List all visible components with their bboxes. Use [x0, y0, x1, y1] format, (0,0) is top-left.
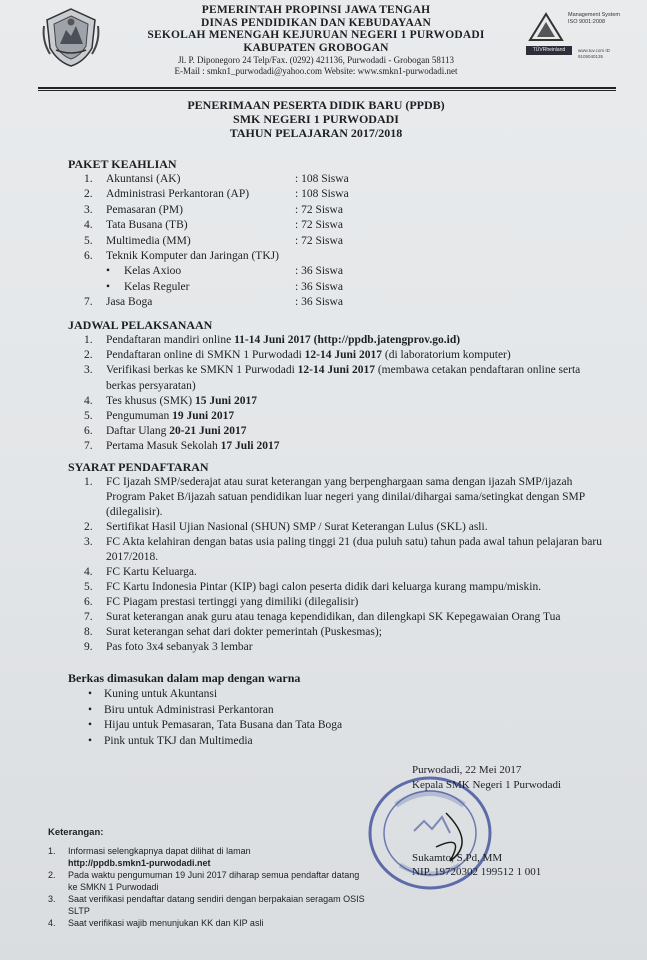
syarat-list — [68, 475, 613, 655]
list-item: 9. Pas foto 3x4 sebanyak 3 lembar — [84, 641, 253, 653]
berkas-heading: Berkas dimasukan dalam map dengan warna — [68, 671, 301, 685]
cert-badge: TÜVRheinland CERTIFIED — [526, 46, 572, 55]
notes-section — [48, 827, 368, 931]
list-item: 1. Pendaftaran mandiri online 11-14 Juni 2017 (http://ppdb.jatengprov.go.id) — [84, 334, 461, 346]
cert-system-text: Management System ISO 9001:2008 — [568, 12, 620, 25]
list-item: 3. Saat verifikasi pendaftar datang sendiri dengan berpakaian seragam OSIS SLTP — [48, 894, 365, 916]
list-item: • Hijau untuk Pemasaran, Tata Busana dan Tata Boga — [88, 719, 343, 731]
list-item: 1. Akuntansi (AK) : 108 Siswa — [84, 173, 349, 185]
signature-role: Kepala SMK Negeri 1 Purwodadi — [412, 779, 562, 791]
list-item: 7. Pertama Masuk Sekolah 17 Juli 2017 — [84, 440, 280, 453]
list-item: • Pink untuk TKJ dan Multimedia — [88, 734, 253, 747]
letterhead-line-3: SEKOLAH MENENGAH KEJURUAN NEGERI 1 PURWODADI — [147, 29, 485, 41]
title-line-1: PENERIMAAN PESERTA DIDIK BARU (PPDB) — [187, 98, 445, 112]
letterhead-line-4: KABUPATEN GROBOGAN — [243, 41, 389, 54]
document-title — [110, 98, 522, 140]
list-item: • Kelas Reguler : 36 Siswa — [106, 280, 343, 293]
list-item: • Kelas Axioo : 36 Siswa — [106, 265, 343, 278]
notes-list — [48, 846, 368, 930]
tuv-triangle-icon — [528, 12, 564, 42]
list-item: 6. Teknik Komputer dan Jaringan (TKJ) — [84, 250, 279, 263]
coat-of-arms-logo — [40, 6, 102, 68]
list-item: 4. Tes khusus (SMK) 15 Juni 2017 — [84, 394, 257, 407]
list-item: 7. Jasa Boga : 36 Siswa — [84, 296, 343, 309]
letterhead-line-1: PEMERINTAH PROPINSI JAWA TENGAH — [201, 4, 431, 16]
cert-url: www.tuv.com ID 9105040135 — [578, 48, 610, 59]
list-item: 4. Saat verifikasi wajib menunjukan KK dan KIP asli — [48, 918, 264, 928]
list-item: 6. FC Piagam prestasi tertinggi yang dimiliki (dilegalisir) — [84, 596, 359, 608]
list-item: 4. Tata Busana (TB) : 72 Siswa — [84, 219, 343, 232]
paket-list — [68, 172, 398, 311]
notes-heading: Keterangan: — [48, 827, 104, 838]
list-item: 3. FC Akta kelahiran dengan batas usia paling tinggi 21 (dua puluh satu) tahun pada awal tahun pelajaran baru 2017/2018. — [84, 536, 602, 563]
list-item: 3. Pemasaran (PM) : 72 Siswa — [84, 203, 343, 216]
list-item: 8. Surat keterangan sehat dari dokter pemerintah (Puskesmas); — [84, 626, 382, 638]
letterhead-address: Jl. P. Diponegoro 24 Telp/Fax. (0292) 421136, Purwodadi - Grobogan 58113 — [177, 55, 455, 65]
list-item: 5. FC Kartu Indonesia Pintar (KIP) bagi calon peserta didik dari keluarga kurang mampu/miskin. — [84, 581, 542, 593]
list-item: • Kuning untuk Akuntansi — [88, 688, 218, 700]
letterhead — [110, 4, 522, 77]
header-rule-thin — [38, 90, 616, 91]
jadwal-list — [68, 333, 598, 455]
signature-place-date: Purwodadi, 22 Mei 2017 — [412, 764, 522, 776]
list-item: 7. Surat keterangan anak guru atau tenaga kependidikan, dan dilengkapi SK Kepegawaian Orang Tua — [84, 611, 561, 623]
letterhead-line-2: DINAS PENDIDIKAN DAN KEBUDAYAAN — [201, 16, 431, 29]
jadwal-heading: JADWAL PELAKSANAAN — [68, 318, 213, 332]
list-item: 5. Multimedia (MM) : 72 Siswa — [84, 234, 343, 247]
list-item: 5. Pengumuman 19 Juni 2017 — [84, 410, 235, 423]
list-item: 1. FC Ijazah SMP/sederajat atau surat keterangan yang berpenghargaan sama dengan ijazah SMP/ijazah Program Paket B/ijazah satuan pendidikan luar negeri yang dinilai/dihargai sama/setingkat dengan SMP (dilegalisir). — [84, 476, 585, 518]
list-item: 2. Pada waktu pengumuman 19 Juni 2017 diharap semua pendaftar datang ke SMKN 1 Purwodadi — [48, 870, 360, 892]
list-item: 2. Administrasi Perkantoran (AP) : 108 Siswa — [84, 188, 349, 201]
signature-name: Sukamto, S.Pd, MM — [412, 852, 503, 864]
list-item: 2. Pendaftaran online di SMKN 1 Purwodadi 12-14 Juni 2017 (di laboratorium komputer) — [84, 349, 511, 362]
list-item: 1. Informasi selengkapnya dapat dilihat di laman http://ppdb.smkn1-purwodadi.net — [48, 846, 251, 868]
list-item: • Biru untuk Administrasi Perkantoran — [88, 703, 274, 716]
syarat-heading: SYARAT PENDAFTARAN — [68, 460, 209, 474]
header-rule-thick — [38, 87, 616, 89]
iso-certification-mark — [526, 6, 626, 66]
letterhead-email: E-Mail : smkn1_purwodadi@yahoo.com Website: www.smkn1-purwodadi.net — [174, 66, 458, 76]
title-line-2: SMK NEGERI 1 PURWODADI — [233, 112, 399, 126]
berkas-list — [68, 687, 468, 749]
list-item: 4. FC Kartu Keluarga. — [84, 566, 197, 578]
paket-heading: PAKET KEAHLIAN — [68, 157, 177, 171]
title-line-3: TAHUN PELAJARAN 2017/2018 — [229, 126, 403, 140]
signature-nip: NIP. 19720302 199512 1 001 — [412, 866, 542, 878]
list-item: 6. Daftar Ulang 20-21 Juni 2017 — [84, 425, 247, 438]
list-item: 2. Sertifikat Hasil Ujian Nasional (SHUN) SMP / Surat Keterangan Lulus (SKL) asli. — [84, 521, 488, 533]
list-item: 3. Verifikasi berkas ke SMKN 1 Purwodadi 12-14 Juni 2017 (membawa cetakan pendaftaran online serta berkas persyaratan) — [84, 364, 581, 392]
